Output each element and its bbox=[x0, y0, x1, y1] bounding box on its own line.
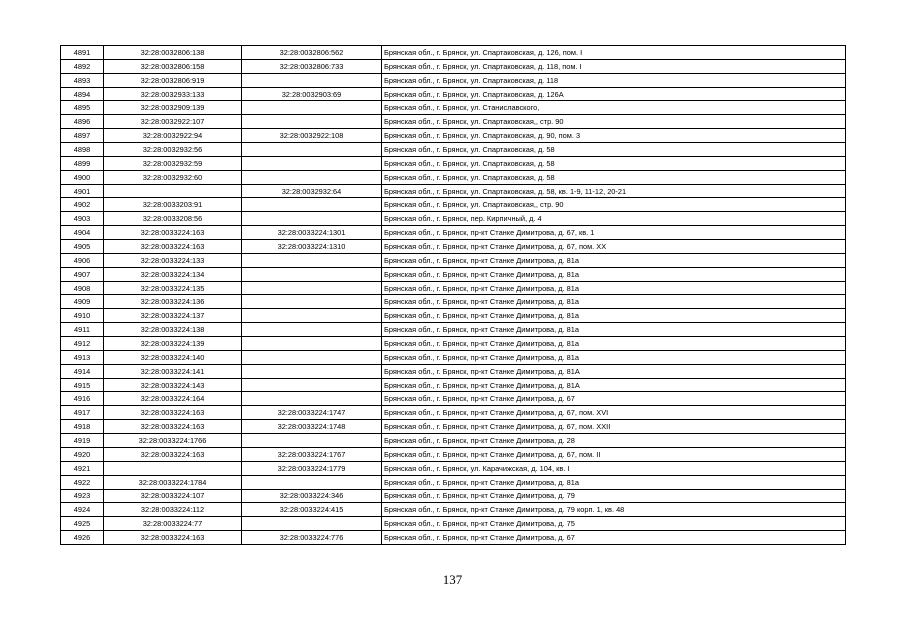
row-number-cell: 4904 bbox=[61, 226, 104, 240]
premises-cadastral-number-cell bbox=[242, 212, 382, 226]
table-row bbox=[61, 337, 846, 351]
row-number-cell: 4894 bbox=[61, 87, 104, 101]
row-number-cell: 4902 bbox=[61, 198, 104, 212]
row-number-cell: 4909 bbox=[61, 295, 104, 309]
cadastral-number-cell: 32:28:0032922:107 bbox=[104, 115, 242, 129]
address-cell: Брянская обл., г. Брянск, пр-кт Станке Димитрова, д. 67, пом. II bbox=[382, 447, 846, 461]
address-cell: Брянская обл., г. Брянск, пр-кт Станке Димитрова, д. 81а bbox=[382, 267, 846, 281]
premises-cadastral-number-cell bbox=[242, 170, 382, 184]
address-cell: Брянская обл., г. Брянск, пр-кт Станке Димитрова, д. 81а bbox=[382, 337, 846, 351]
premises-cadastral-number-cell: 32:28:0033224:1310 bbox=[242, 240, 382, 254]
premises-cadastral-number-cell: 32:28:0033224:776 bbox=[242, 531, 382, 545]
row-number-cell: 4916 bbox=[61, 392, 104, 406]
cadastral-number-cell: 32:28:0032909:139 bbox=[104, 101, 242, 115]
premises-cadastral-number-cell bbox=[242, 156, 382, 170]
premises-cadastral-number-cell: 32:28:0032806:733 bbox=[242, 59, 382, 73]
premises-cadastral-number-cell bbox=[242, 73, 382, 87]
row-number-cell: 4910 bbox=[61, 309, 104, 323]
premises-cadastral-number-cell bbox=[242, 115, 382, 129]
table-row bbox=[61, 406, 846, 420]
cadastral-number-cell: 32:28:0033224:136 bbox=[104, 295, 242, 309]
address-cell: Брянская обл., г. Брянск, ул. Спартаковская, д. 58 bbox=[382, 156, 846, 170]
address-cell: Брянская обл., г. Брянск, пр-кт Станке Димитрова, д. 28 bbox=[382, 434, 846, 448]
address-cell: Брянская обл., г. Брянск, ул. Спартаковская,, стр. 90 bbox=[382, 198, 846, 212]
register-table bbox=[60, 45, 846, 545]
table-row bbox=[61, 101, 846, 115]
row-number-cell: 4926 bbox=[61, 531, 104, 545]
address-cell: Брянская обл., г. Брянск, пр-кт Станке Димитрова, д. 81а bbox=[382, 309, 846, 323]
row-number-cell: 4899 bbox=[61, 156, 104, 170]
cadastral-number-cell: 32:28:0032806:919 bbox=[104, 73, 242, 87]
premises-cadastral-number-cell: 32:28:0033224:1748 bbox=[242, 420, 382, 434]
cadastral-number-cell: 32:28:0032933:133 bbox=[104, 87, 242, 101]
address-cell: Брянская обл., г. Брянск, ул. Станиславского, bbox=[382, 101, 846, 115]
row-number-cell: 4907 bbox=[61, 267, 104, 281]
cadastral-number-cell: 32:28:0032932:56 bbox=[104, 143, 242, 157]
address-cell: Брянская обл., г. Брянск, пр-кт Станке Димитрова, д. 79 bbox=[382, 489, 846, 503]
premises-cadastral-number-cell bbox=[242, 434, 382, 448]
address-cell: Брянская обл., г. Брянск, пр-кт Станке Димитрова, д. 81а bbox=[382, 281, 846, 295]
table-row bbox=[61, 295, 846, 309]
address-cell: Брянская обл., г. Брянск, ул. Спартаковская, д. 126, пом. I bbox=[382, 46, 846, 60]
row-number-cell: 4915 bbox=[61, 378, 104, 392]
cadastral-number-cell: 32:28:0033224:77 bbox=[104, 517, 242, 531]
premises-cadastral-number-cell bbox=[242, 281, 382, 295]
premises-cadastral-number-cell bbox=[242, 475, 382, 489]
table-row bbox=[61, 129, 846, 143]
address-cell: Брянская обл., г. Брянск, пр-кт Станке Димитрова, д. 81а bbox=[382, 350, 846, 364]
table-row bbox=[61, 184, 846, 198]
premises-cadastral-number-cell bbox=[242, 143, 382, 157]
row-number-cell: 4917 bbox=[61, 406, 104, 420]
address-cell: Брянская обл., г. Брянск, пр-кт Станке Димитрова, д. 67, пом. XVI bbox=[382, 406, 846, 420]
address-cell: Брянская обл., г. Брянск, пер. Кирпичный, д. 4 bbox=[382, 212, 846, 226]
table-row bbox=[61, 212, 846, 226]
premises-cadastral-number-cell bbox=[242, 198, 382, 212]
address-cell: Брянская обл., г. Брянск, пр-кт Станке Димитрова, д. 67, пом. XXII bbox=[382, 420, 846, 434]
table-row bbox=[61, 281, 846, 295]
cadastral-number-cell: 32:28:0033224:143 bbox=[104, 378, 242, 392]
row-number-cell: 4921 bbox=[61, 461, 104, 475]
table-row bbox=[61, 267, 846, 281]
row-number-cell: 4925 bbox=[61, 517, 104, 531]
row-number-cell: 4893 bbox=[61, 73, 104, 87]
row-number-cell: 4898 bbox=[61, 143, 104, 157]
premises-cadastral-number-cell bbox=[242, 253, 382, 267]
table-row bbox=[61, 323, 846, 337]
table-row bbox=[61, 517, 846, 531]
table-row bbox=[61, 240, 846, 254]
table-row bbox=[61, 143, 846, 157]
premises-cadastral-number-cell bbox=[242, 337, 382, 351]
table-row bbox=[61, 503, 846, 517]
premises-cadastral-number-cell: 32:28:0033224:415 bbox=[242, 503, 382, 517]
address-cell: Брянская обл., г. Брянск, пр-кт Станке Димитрова, д. 81А bbox=[382, 378, 846, 392]
table-row bbox=[61, 489, 846, 503]
premises-cadastral-number-cell: 32:28:0033224:1747 bbox=[242, 406, 382, 420]
row-number-cell: 4905 bbox=[61, 240, 104, 254]
row-number-cell: 4895 bbox=[61, 101, 104, 115]
cadastral-number-cell bbox=[104, 461, 242, 475]
row-number-cell: 4897 bbox=[61, 129, 104, 143]
cadastral-number-cell: 32:28:0033224:163 bbox=[104, 226, 242, 240]
address-cell: Брянская обл., г. Брянск, ул. Спартаковская, д. 126А bbox=[382, 87, 846, 101]
premises-cadastral-number-cell: 32:28:0032932:64 bbox=[242, 184, 382, 198]
cadastral-number-cell: 32:28:0032922:94 bbox=[104, 129, 242, 143]
table-row bbox=[61, 156, 846, 170]
table-row bbox=[61, 198, 846, 212]
cadastral-number-cell: 32:28:0033224:1784 bbox=[104, 475, 242, 489]
row-number-cell: 4919 bbox=[61, 434, 104, 448]
row-number-cell: 4901 bbox=[61, 184, 104, 198]
cadastral-number-cell: 32:28:0033224:138 bbox=[104, 323, 242, 337]
table-row bbox=[61, 434, 846, 448]
cadastral-number-cell: 32:28:0032806:138 bbox=[104, 46, 242, 60]
table-row bbox=[61, 59, 846, 73]
cadastral-number-cell: 32:28:0033224:137 bbox=[104, 309, 242, 323]
cadastral-number-cell: 32:28:0033224:141 bbox=[104, 364, 242, 378]
table-row bbox=[61, 531, 846, 545]
table-row bbox=[61, 73, 846, 87]
row-number-cell: 4900 bbox=[61, 170, 104, 184]
table-row bbox=[61, 447, 846, 461]
row-number-cell: 4892 bbox=[61, 59, 104, 73]
table-row bbox=[61, 115, 846, 129]
cadastral-number-cell: 32:28:0032932:59 bbox=[104, 156, 242, 170]
premises-cadastral-number-cell bbox=[242, 378, 382, 392]
address-cell: Брянская обл., г. Брянск, ул. Спартаковская, д. 58 bbox=[382, 143, 846, 157]
address-cell: Брянская обл., г. Брянск, пр-кт Станке Димитрова, д. 81а bbox=[382, 475, 846, 489]
premises-cadastral-number-cell: 32:28:0032806:562 bbox=[242, 46, 382, 60]
cadastral-number-cell: 32:28:0033208:56 bbox=[104, 212, 242, 226]
cadastral-number-cell: 32:28:0032806:158 bbox=[104, 59, 242, 73]
row-number-cell: 4913 bbox=[61, 350, 104, 364]
address-cell: Брянская обл., г. Брянск, пр-кт Станке Димитрова, д. 79 корп. 1, кв. 48 bbox=[382, 503, 846, 517]
address-cell: Брянская обл., г. Брянск, пр-кт Станке Димитрова, д. 81а bbox=[382, 323, 846, 337]
premises-cadastral-number-cell bbox=[242, 392, 382, 406]
address-cell: Брянская обл., г. Брянск, пр-кт Станке Димитрова, д. 81а bbox=[382, 253, 846, 267]
cadastral-number-cell: 32:28:0033224:163 bbox=[104, 406, 242, 420]
cadastral-number-cell: 32:28:0033224:135 bbox=[104, 281, 242, 295]
premises-cadastral-number-cell bbox=[242, 517, 382, 531]
address-cell: Брянская обл., г. Брянск, ул. Спартаковская, д. 118 bbox=[382, 73, 846, 87]
address-cell: Брянская обл., г. Брянск, пр-кт Станке Димитрова, д. 67 bbox=[382, 531, 846, 545]
page-number: 137 bbox=[442, 572, 463, 587]
table-row bbox=[61, 420, 846, 434]
row-number-cell: 4912 bbox=[61, 337, 104, 351]
row-number-cell: 4920 bbox=[61, 447, 104, 461]
cadastral-number-cell: 32:28:0033224:163 bbox=[104, 447, 242, 461]
cadastral-number-cell: 32:28:0033224:133 bbox=[104, 253, 242, 267]
premises-cadastral-number-cell: 32:28:0033224:1779 bbox=[242, 461, 382, 475]
table-row bbox=[61, 87, 846, 101]
premises-cadastral-number-cell bbox=[242, 267, 382, 281]
register-table-body bbox=[61, 46, 846, 545]
premises-cadastral-number-cell bbox=[242, 350, 382, 364]
cadastral-number-cell: 32:28:0033203:91 bbox=[104, 198, 242, 212]
cadastral-number-cell: 32:28:0033224:1766 bbox=[104, 434, 242, 448]
cadastral-number-cell: 32:28:0033224:134 bbox=[104, 267, 242, 281]
address-cell: Брянская обл., г. Брянск, пр-кт Станке Димитрова, д. 67, кв. 1 bbox=[382, 226, 846, 240]
address-cell: Брянская обл., г. Брянск, пр-кт Станке Димитрова, д. 81а bbox=[382, 295, 846, 309]
premises-cadastral-number-cell: 32:28:0032903:69 bbox=[242, 87, 382, 101]
premises-cadastral-number-cell: 32:28:0033224:1767 bbox=[242, 447, 382, 461]
table-row bbox=[61, 461, 846, 475]
row-number-cell: 4891 bbox=[61, 46, 104, 60]
cadastral-number-cell: 32:28:0033224:164 bbox=[104, 392, 242, 406]
address-cell: Брянская обл., г. Брянск, ул. Спартаковская, д. 118, пом. I bbox=[382, 59, 846, 73]
row-number-cell: 4914 bbox=[61, 364, 104, 378]
premises-cadastral-number-cell bbox=[242, 364, 382, 378]
address-cell: Брянская обл., г. Брянск, ул. Карачижская, д. 104, кв. I bbox=[382, 461, 846, 475]
address-cell: Брянская обл., г. Брянск, ул. Спартаковская, д. 90, пом. 3 bbox=[382, 129, 846, 143]
table-row bbox=[61, 253, 846, 267]
row-number-cell: 4922 bbox=[61, 475, 104, 489]
row-number-cell: 4924 bbox=[61, 503, 104, 517]
premises-cadastral-number-cell: 32:28:0032922:108 bbox=[242, 129, 382, 143]
row-number-cell: 4906 bbox=[61, 253, 104, 267]
cadastral-number-cell: 32:28:0033224:107 bbox=[104, 489, 242, 503]
table-row bbox=[61, 475, 846, 489]
premises-cadastral-number-cell: 32:28:0033224:1301 bbox=[242, 226, 382, 240]
table-row bbox=[61, 46, 846, 60]
cadastral-number-cell bbox=[104, 184, 242, 198]
table-row bbox=[61, 170, 846, 184]
premises-cadastral-number-cell bbox=[242, 295, 382, 309]
address-cell: Брянская обл., г. Брянск, пр-кт Станке Димитрова, д. 75 bbox=[382, 517, 846, 531]
table-row bbox=[61, 309, 846, 323]
address-cell: Брянская обл., г. Брянск, пр-кт Станке Димитрова, д. 81А bbox=[382, 364, 846, 378]
table-row bbox=[61, 226, 846, 240]
row-number-cell: 4896 bbox=[61, 115, 104, 129]
cadastral-number-cell: 32:28:0033224:112 bbox=[104, 503, 242, 517]
row-number-cell: 4911 bbox=[61, 323, 104, 337]
address-cell: Брянская обл., г. Брянск, ул. Спартаковская,, стр. 90 bbox=[382, 115, 846, 129]
address-cell: Брянская обл., г. Брянск, ул. Спартаковская, д. 58, кв. 1-9, 11-12, 20-21 bbox=[382, 184, 846, 198]
address-cell: Брянская обл., г. Брянск, ул. Спартаковская, д. 58 bbox=[382, 170, 846, 184]
premises-cadastral-number-cell: 32:28:0033224:346 bbox=[242, 489, 382, 503]
premises-cadastral-number-cell bbox=[242, 323, 382, 337]
cadastral-number-cell: 32:28:0033224:163 bbox=[104, 420, 242, 434]
row-number-cell: 4918 bbox=[61, 420, 104, 434]
row-number-cell: 4923 bbox=[61, 489, 104, 503]
row-number-cell: 4903 bbox=[61, 212, 104, 226]
premises-cadastral-number-cell bbox=[242, 101, 382, 115]
cadastral-number-cell: 32:28:0033224:140 bbox=[104, 350, 242, 364]
cadastral-number-cell: 32:28:0033224:163 bbox=[104, 240, 242, 254]
table-row bbox=[61, 378, 846, 392]
table-row bbox=[61, 364, 846, 378]
premises-cadastral-number-cell bbox=[242, 309, 382, 323]
address-cell: Брянская обл., г. Брянск, пр-кт Станке Димитрова, д. 67 bbox=[382, 392, 846, 406]
cadastral-number-cell: 32:28:0033224:163 bbox=[104, 531, 242, 545]
row-number-cell: 4908 bbox=[61, 281, 104, 295]
cadastral-number-cell: 32:28:0032932:60 bbox=[104, 170, 242, 184]
cadastral-number-cell: 32:28:0033224:139 bbox=[104, 337, 242, 351]
table-row bbox=[61, 392, 846, 406]
table-row bbox=[61, 350, 846, 364]
address-cell: Брянская обл., г. Брянск, пр-кт Станке Димитрова, д. 67, пом. XX bbox=[382, 240, 846, 254]
